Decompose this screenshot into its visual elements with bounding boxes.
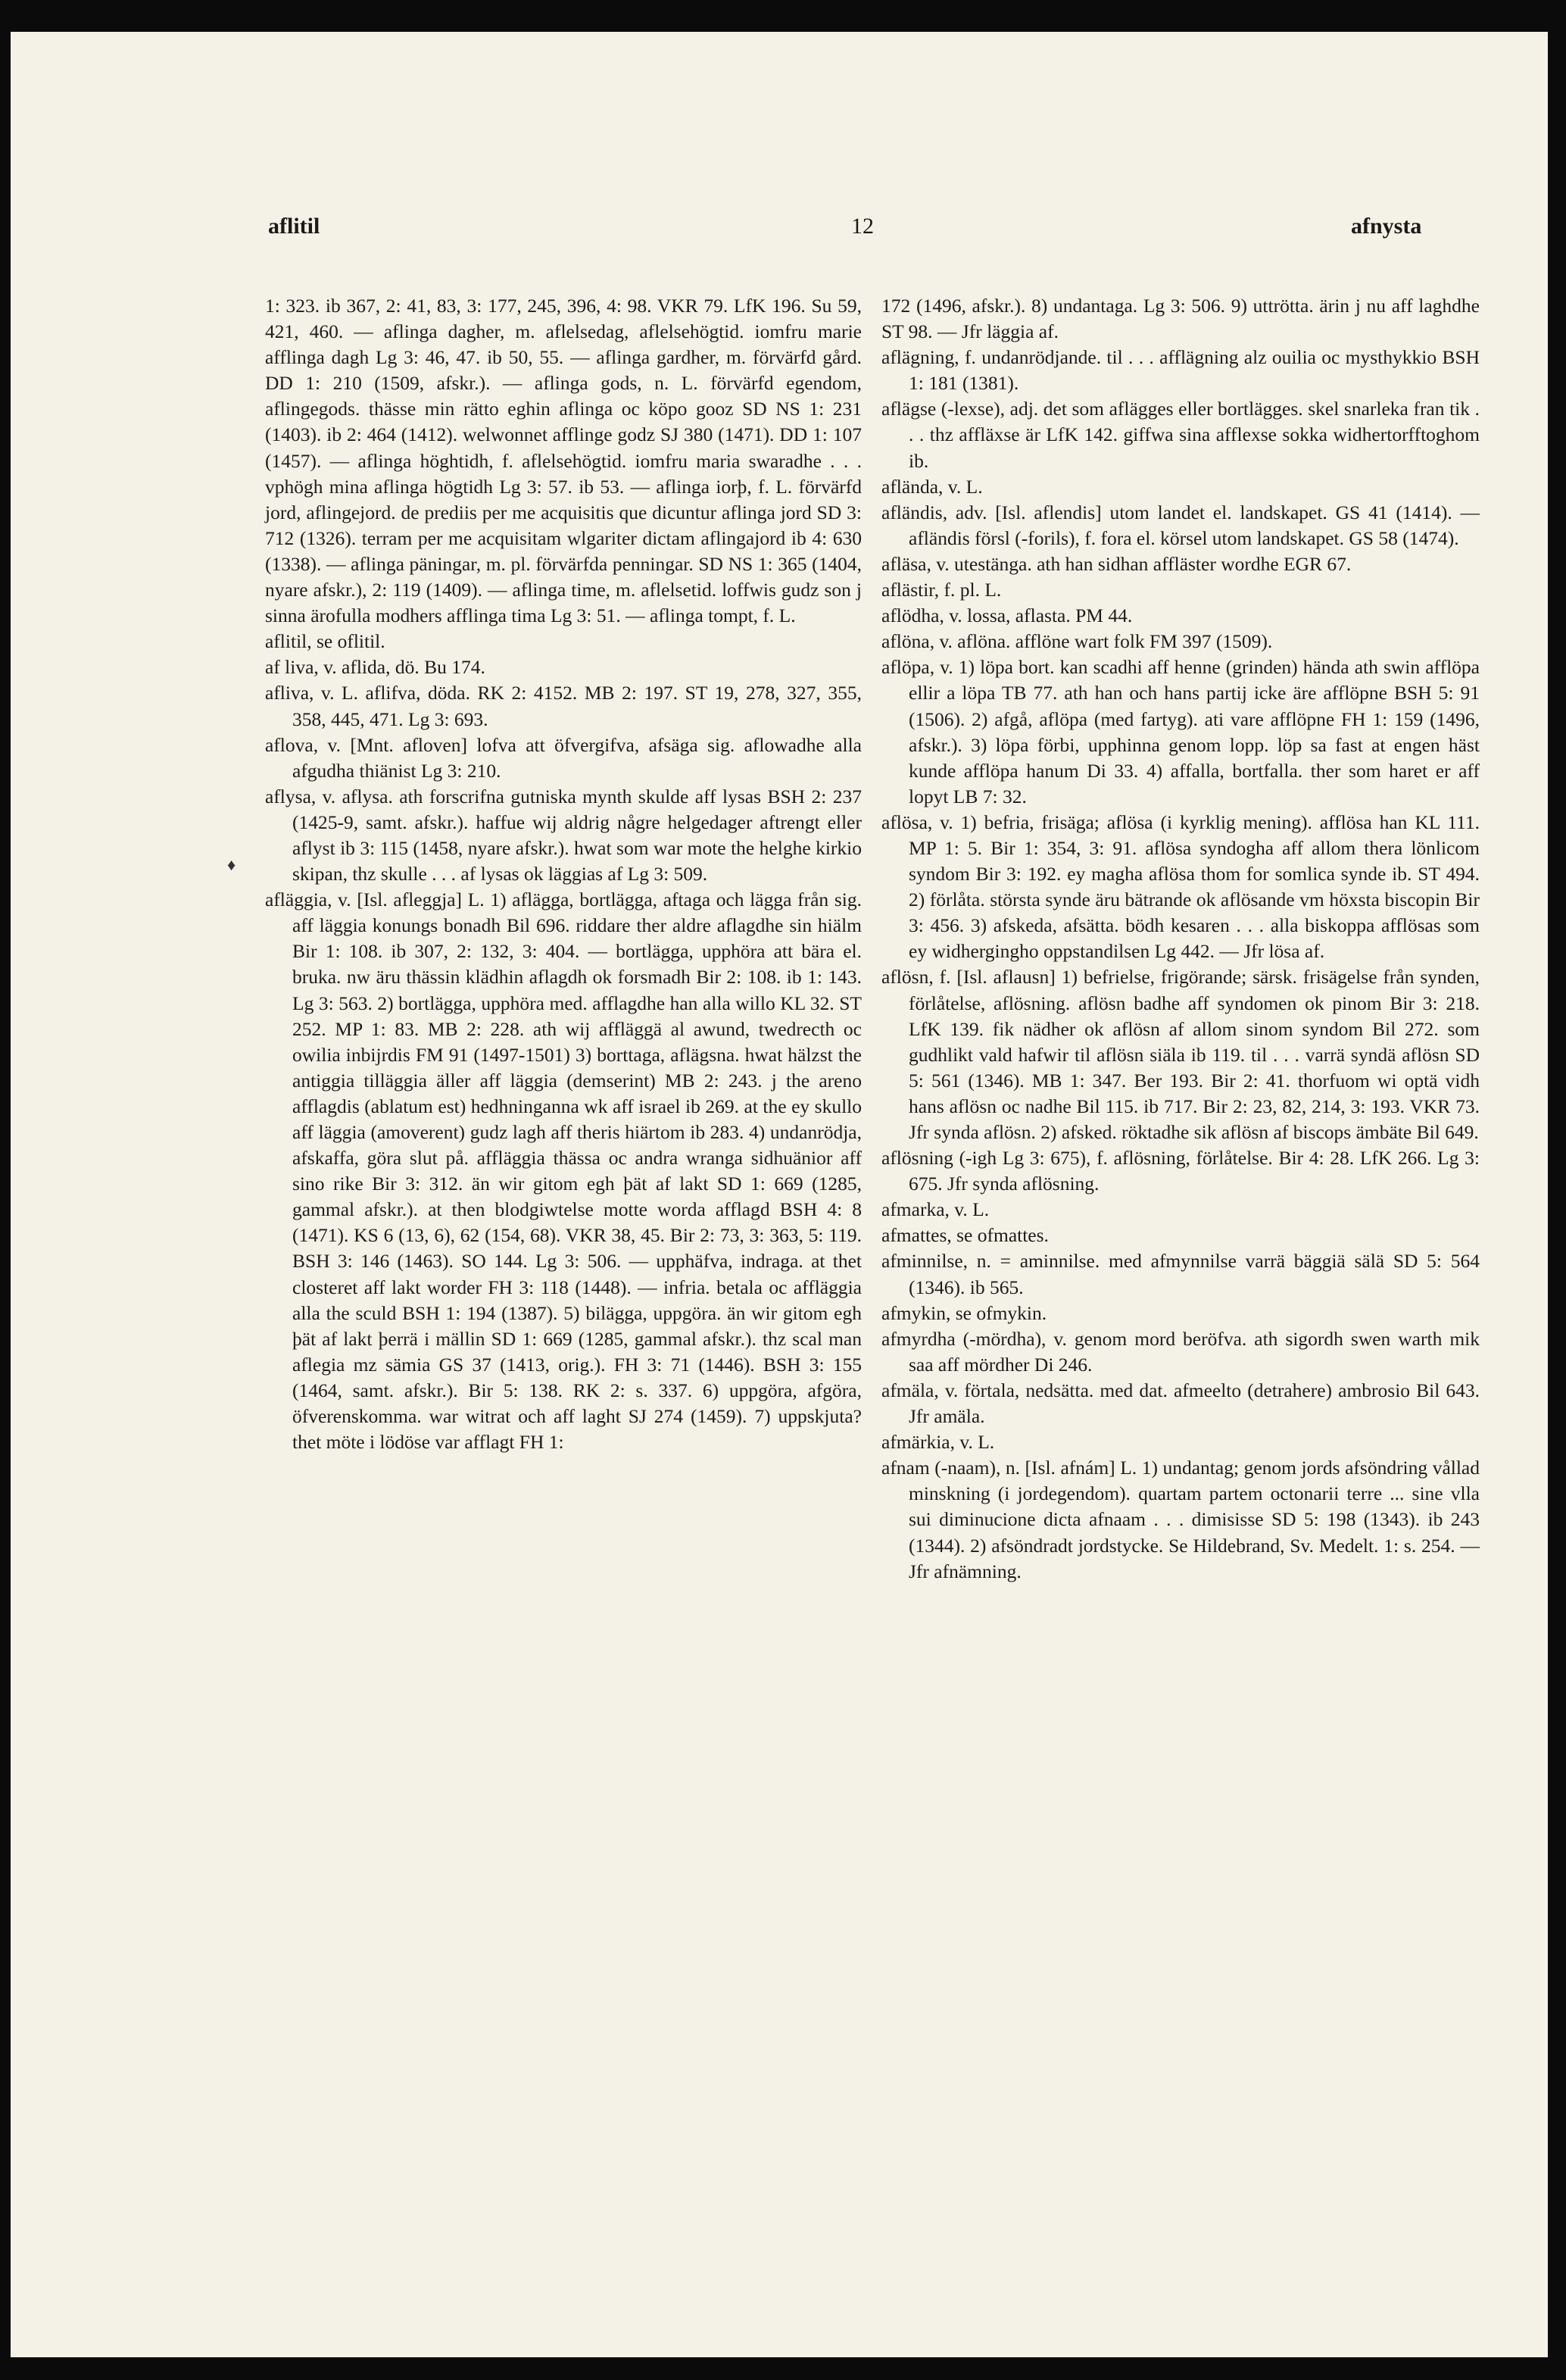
entry-paragraph: aflösn, f. [Isl. aflausn] 1) befrielse, frigörande; särsk. frisägelse från synden, förlåtelse, aflösning. aflösn badhe aff syndomen ok pinom Bir 3: 218. LfK 139. fik nädher ok aflösn af allom sinom syndom Bil 272. som gudhlikt vald hafwir til aflösn siäla ib 119. til . . . varrä syndä aflösn SD 5: 561 (1346). MB 1: 347. Ber 193. Bir 2: 41. thorfuom wi optä vidh hans aflösn oc nadhe Bil 115. ib 717. Bir 2: 23, 82, 214, 3: 193. VKR 73. Jfr synda aflösn. 2) afsked. röktadhe sik aflösn af biscops ämbäte Bil 649. [881,966,1480,1143]
entry-paragraph: afläggia, v. [Isl. afleggja] L. 1) aflägga, bortlägga, aftaga och lägga från sig. aff läggia konungs bonadh Bil 696. riddare ther aldre aflagdhe sin hiälm Bir 1: 108. ib 307, 2: 132, 3: 404. — bortlägga, upphöra att bära el. bruka. nw äru thässin klädhin aflagdh ok forsmadh Bir 2: 108. ib 1: 143. Lg 3: 563. 2) bortlägga, upphöra med. afflagdhe han alla willo KL 32. ST 252. MP 1: 83. MB 2: 228. ath wij affläggä al awund, twedrecth oc owilia inbijrdis FM 91 (1497-1501) 3) borttaga, aflägsna. hwat hälzst the antiggia tilläggia äller aff läggia (demserint) MB 2: 243. j the areno afflagdis (ablatum est) hedhninganna wk aff israel ib 269. at the ey skullo aff läggia (amoverent) gudz lagh aff theris hiärtom ib 283. 4) undanrödja, afskaffa, göra slut på. affläggia thässa oc andra wranga sidhuänior aff sino rike Bir 3: 312. än wir gitom egh þät af lakt SD 1: 669 (1285, gammal afskr.). at then blodgiwtelse motte worda afflagd BSH 4: 8 (1471). KS 6 (13, 6), 62 (154, 68). VKR 38, 45. Bir 2: 73, 3: 363, 5: 119. BSH 3: 146 (1463). SO 144. Lg 3: 506. — upphäfva, indraga. at thet closteret aff lakt worder FH 3: 118 (1448). — infria. betala oc affläggia alla the sculd BSH 1: 194 (1387). 5) bilägga, uppgöra. än wir gitom egh þät af lakt þerrä i mällin SD 1: 669 (1285, gammal afskr.). thz scal man aflegia mz sämia GS 37 (1413, orig.). FH 3: 71 (1446). BSH 3: 155 (1464, samt. afskr.). Bir 5: 138. RK 2: s. 337. 6) uppgöra, afgöra, öfverenskomma. war witrat och aff laght SJ 274 (1459). 7) uppskjuta? thet möte i lödöse var afflagt FH 1: [265,889,862,1454]
entry-paragraph: afmärkia, v. L. [881,1431,995,1454]
entry-paragraph: af liva, v. aflida, dö. Bu 174. [265,656,485,679]
entry-paragraph: aflova, v. [Mnt. afloven] lofva att öfvergifva, afsäga sig. aflowadhe alla afgudha thiänist Lg 3: 210. [265,733,862,782]
entry-paragraph: afnam (-naam), n. [Isl. afnám] L. 1) undantag; genom jords afsöndring vållad minskning (i jordegendom). quartam partem octonarii terre ... sine vlla sui diminucione dicta afnaam . . . dimisisse SD 5: 198 (1343). ib 243 (1344). 2) afsöndradt jordstycke. Se Hildebrand, Sv. Medelt. 1: s. 254. — Jfr afnämning. [881,1457,1480,1582]
entry-paragraph: aflitil, se oflitil. [265,630,385,653]
left-column [265,293,862,1455]
entry-paragraph: aflägse (-lexse), adj. det som aflägges eller bortlägges. skel snarleka fran tik . . . thz affläxse är LfK 142. giffwa sina afflexse sokka widhertorfftoghom ib. [881,398,1480,472]
entry-paragraph: afmarka, v. L. [881,1198,990,1221]
entry-paragraph: afmäla, v. förtala, nedsätta. med dat. afmeelto (detrahere) ambrosio Bil 643. Jfr amäla. [881,1379,1480,1428]
header-left-word: aflitil [268,214,320,239]
entry-paragraph: aflösning (-igh Lg 3: 675), f. aflösning, förlåtelse. Bir 4: 28. LfK 266. Lg 3: 675. Jfr synda aflösning. [881,1147,1480,1195]
entry-paragraph: afmyrdha (-mördha), v. genom mord beröfva. ath sigordh swen warth mik saa aff mördher Di 246. [881,1327,1480,1376]
entry-paragraph: afliva, v. L. aflifva, döda. RK 2: 4152. MB 2: 197. ST 19, 278, 327, 355, 358, 445, 471. Lg 3: 693. [265,682,862,730]
entry-paragraph: aflöpa, v. 1) löpa bort. kan scadhi aff henne (grinden) hända ath swin afflöpa ellir a löpa TB 77. ath han och hans partij icke äre afflöpne BSH 5: 91 (1506). 2) afgå, aflöpa (med fartyg). ati vare afflöpne FH 1: 159 (1496, afskr.). 3) löpa förbi, upphinna genom lopp. löp sa fast at engen häst kunde afflöpa hanum Di 33. 4) affalla, bortfalla. ther som haret er aff lopyt LB 7: 32. [881,656,1480,807]
page-number: 12 [851,214,874,239]
entry-paragraph: 1: 323. ib 367, 2: 41, 83, 3: 177, 245, 396, 4: 98. VKR 79. LfK 196. Su 59, 421, 460. — aflinga dagher, m. aflelsedag, aflelsehögtid. iomfru marie afflinga dagh Lg 3: 46, 47. ib 50, 55. — aflinga gardher, m. förvärfd gård. DD 1: 210 (1509, afskr.). — aflinga gods, n. L. förvärfd egendom, aflingegods. thässe min rätto eghin aflinga oc köpo gooz SD NS 1: 231 (1403). ib 2: 464 (1412). welwonnet afflinge godz SJ 380 (1471). DD 1: 107 (1457). — aflinga höghtidh, f. aflelsehögtid. iomfru maria swaradhe . . . vphögh mina aflinga högtidh Lg 3: 57. ib 53. — aflinga iorþ, f. L. förvärfd jord, aflingejord. de prediis per me acquisitis que dicuntur aflinga jord SD 3: 712 (1326). terram per me acquisitam wlgariter dictam aflingajord ib 4: 630 (1338). — aflinga päningar, m. pl. förvärfda penningar. SD NS 1: 365 (1404, nyare afskr.), 2: 119 (1409). — aflinga time, m. aflelsetid. loffwis gudz son j sinna ärofulla modhers afflinga tima Lg 3: 51. — aflinga tompt, f. L. [265,295,862,627]
entry-paragraph: aflösa, v. 1) befria, frisäga; aflösa (i kyrklig mening). afflösa han KL 111. MP 1: 5. Bir 1: 354, 3: 91. aflösa syndogha aff allom thera lönlicom syndom Bir 3: 192. ey magha aflösa thom for somlica synde ib. ST 494. 2) förlåta. största synde äru bätrande ok aflösande vm höxsta biscopin Bir 3: 456. 3) afskeda, afsätta. bödh kesaren . . . alla biskoppa afflösas som ey widhergingho oppstandilsen Lg 442. — Jfr lösa af. [881,811,1480,963]
entry-paragraph: aflästir, f. pl. L. [881,579,1002,601]
right-column [881,293,1480,1585]
header-right-word: afnysta [1351,214,1422,239]
entry-paragraph: afmykin, se ofmykin. [881,1301,1047,1324]
entry-paragraph: 172 (1496, afskr.). 8) undantaga. Lg 3: 506. 9) uttrötta. ärin j nu aff laghdhe ST 98. — Jfr läggia af. [881,295,1480,343]
entry-paragraph: aflägning, f. undanrödjande. til . . . afflägning alz ouilia oc mysthykkio BSH 1: 181 (1381). [881,346,1480,395]
margin-bullet-icon: ♦ [227,855,236,874]
entry-paragraph: aflysa, v. aflysa. ath forscrifna gutniska mynth skulde aff lysas BSH 2: 237 (1425-9, samt. afskr.). haffue wij aldrig någre helgedager aftrengt eller aflyst ib 3: 115 (1458, nyare afskr.). hwat som war mote the helghe kirkio skipan, thz skulle . . . af lysas ok läggias af Lg 3: 509. [265,785,862,885]
entry-paragraph: afländа, v. L. [881,475,983,498]
entry-paragraph: afläsa, v. utestänga. ath han sidhan affläster wordhe EGR 67. [881,552,1352,575]
dictionary-page [11,32,1548,2357]
entry-paragraph: aflöna, v. aflöna. afflöne wart folk FM 397 (1509). [881,630,1273,653]
entry-paragraph: afmattes, se ofmattes. [881,1224,1049,1247]
entry-paragraph: afminnilse, n. = aminnilse. med afmynnilse varrä bäggiä sälä SD 5: 564 (1346). ib 565. [881,1250,1480,1298]
entry-paragraph: aflödha, v. lossa, aflasta. PM 44. [881,604,1133,627]
entry-paragraph: afländis, adv. [Isl. aflendis] utom landet el. landskapet. GS 41 (1414). — afländis försl (-forils), f. fora el. körsel utom landskapet. GS 58 (1474). [881,501,1480,549]
